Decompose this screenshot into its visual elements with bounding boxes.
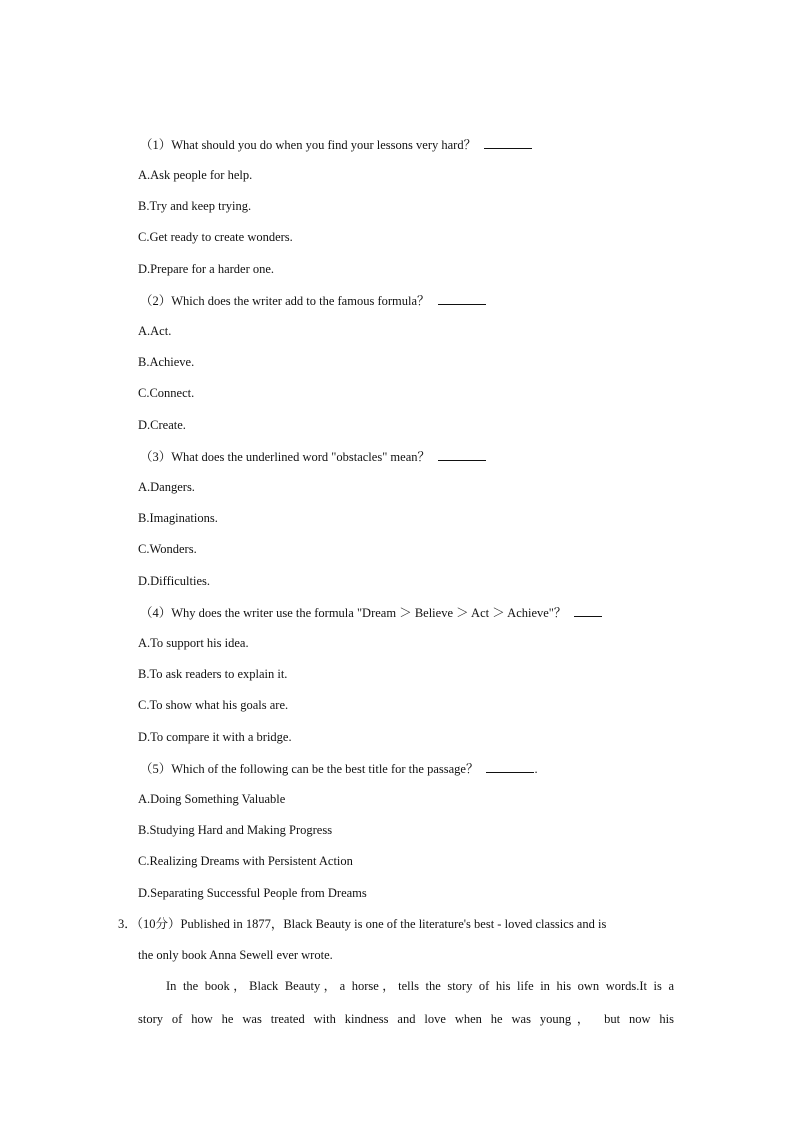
answer-blank-5[interactable] [486, 760, 534, 773]
question-4 [140, 604, 602, 621]
question-4-option-a: A.To support his idea. [138, 636, 249, 650]
question-5-option-b: B.Studying Hard and Making Progress [138, 823, 333, 837]
question-2-stem: （2）Which does the writer add to the famous formula？ [140, 294, 430, 308]
question-5 [140, 760, 538, 777]
answer-blank-1[interactable] [484, 136, 532, 149]
question-1-option-b: B.Try and keep trying. [138, 199, 252, 213]
answer-blank-4[interactable] [574, 604, 602, 617]
question-1-option-c: C.Get ready to create wonders. [138, 230, 293, 244]
question-1-option-a: A.Ask people for help. [138, 168, 253, 182]
question-4-option-d: D.To compare it with a bridge. [138, 730, 292, 744]
question-3 [140, 448, 486, 465]
question-1-option-d: D.Prepare for a harder one. [138, 262, 275, 276]
question-1 [140, 136, 532, 153]
question-2 [140, 292, 486, 309]
question-5-option-d: D.Separating Successful People from Dreams [138, 886, 367, 900]
question-2-option-b: B.Achieve. [138, 355, 195, 369]
question-4-option-c: C.To show what his goals are. [138, 698, 289, 712]
question-2-option-d: D.Create. [138, 418, 186, 432]
question-3-stem: （3）What does the underlined word "obstacles" mean？ [140, 450, 430, 464]
question-4-stem: （4）Why does the writer use the formula "Dream ＞ Believe ＞ Act ＞ Achieve"？ [140, 606, 567, 620]
question-2-option-c: C.Connect. [138, 386, 195, 400]
passage-3-number: 3． [118, 917, 137, 931]
question-3-option-d: D.Difficulties. [138, 574, 210, 588]
question-5-option-c: C.Realizing Dreams with Persistent Action [138, 854, 353, 868]
question-2-option-a: A.Act. [138, 324, 172, 338]
question-4-option-b: B.To ask readers to explain it. [138, 667, 288, 681]
question-5-option-a: A.Doing Something Valuable [138, 792, 286, 806]
question-3-option-c: C.Wonders. [138, 542, 197, 556]
passage-3-paragraph-1-line-2: story of how he was treated with kindness and love when he was young， but now his [138, 1012, 674, 1026]
passage-3-score: （10分） [136, 917, 181, 931]
question-5-stem-suffix: . [534, 762, 538, 776]
question-3-option-b: B.Imaginations. [138, 511, 218, 525]
answer-blank-2[interactable] [438, 292, 486, 305]
question-3-option-a: A.Dangers. [138, 480, 195, 494]
passage-3-header [118, 916, 606, 932]
answer-blank-3[interactable] [438, 448, 486, 461]
question-5-stem: （5）Which of the following can be the best title for the passage？ [140, 762, 479, 776]
passage-3-intro-line-2: the only book Anna Sewell ever wrote. [138, 948, 333, 962]
passage-3-intro-line-1: Published in 1877，Black Beauty is one of the literature's best - loved classics and is [180, 917, 607, 931]
passage-3-paragraph-1-line-1: In the book，Black Beauty，a horse，tells the story of his life in his own words.It is a [166, 979, 674, 993]
question-1-stem: （1）What should you do when you find your lessons very hard？ [140, 138, 477, 152]
